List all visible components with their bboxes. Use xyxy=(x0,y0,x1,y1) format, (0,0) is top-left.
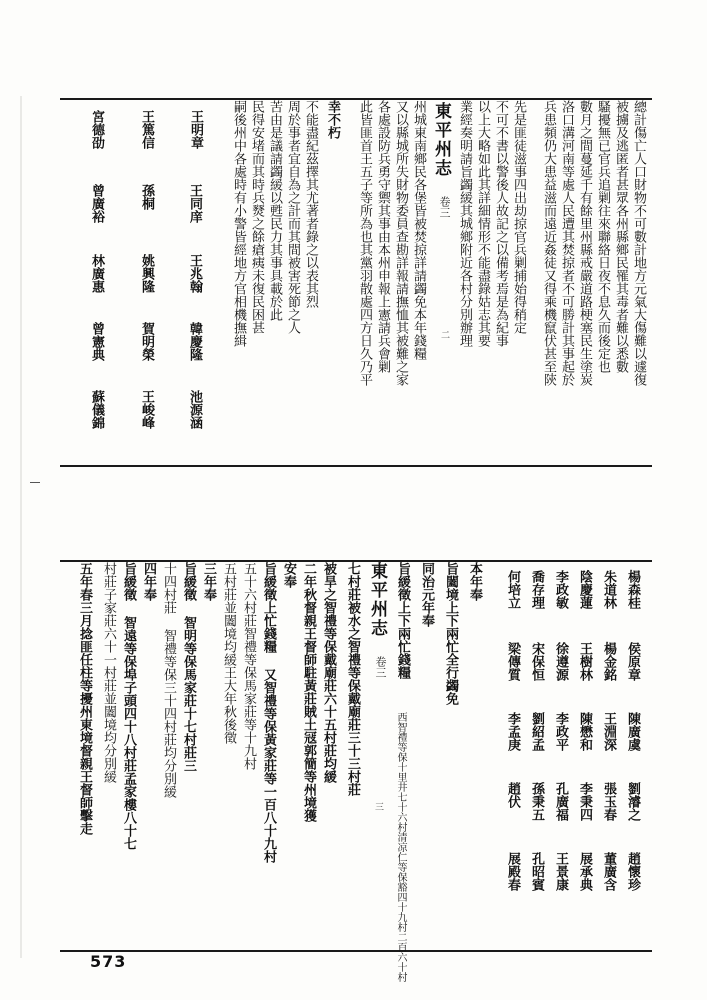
text-column: 安奉 xyxy=(281,562,296,588)
top-right-name-list xyxy=(538,100,650,465)
text-column: 旨緩徵 智明等保馬家莊十七村莊三 xyxy=(181,562,196,772)
text-column: 四年奉 xyxy=(141,562,156,601)
name-entry: 曾憲典 xyxy=(89,322,104,361)
name-entry: 王同庠 xyxy=(187,184,202,223)
text-column: 十四村莊 智禮等保三十四村莊均分別緩 xyxy=(161,562,176,798)
text-column: 七村莊被水之智禮等保戴廟莊三十三村莊 xyxy=(345,562,360,796)
text-column: 五十六村莊智禮等保馬家莊等十九村 xyxy=(241,562,256,770)
top-middle-prose xyxy=(356,100,536,465)
name-entry: 朱道林 xyxy=(601,570,616,609)
name-entry: 韓慶隆 xyxy=(187,322,202,361)
name-entry: 何培立 xyxy=(505,570,520,609)
name-entry: 宋保恒 xyxy=(529,642,544,681)
text-column: 苦由是議請蠲緩以甦民力其事具載於此 xyxy=(267,100,282,321)
text-column: 村莊子家莊六十一村莊並闔境均分別緩 xyxy=(101,562,116,783)
bottom-prose xyxy=(62,562,340,950)
text-column: 先是匪徒滋事四出劫掠官兵剿捕始得稍定 xyxy=(511,100,526,334)
top-text-block xyxy=(60,98,652,467)
text-column: 嗣後州中各處時有小警皆經地方官相機撫緝 xyxy=(231,100,246,347)
text-column: 民得安堵而其時兵燹之餘瘡痍未復民困甚 xyxy=(249,100,264,334)
text-column: 被擄及逃匿者甚眾各州縣鄉民罹其毒者難以悉數 xyxy=(613,100,628,373)
name-entry: 趙伏 xyxy=(505,782,520,808)
decree-line: 旨闔境上下兩忙全行蠲免 xyxy=(443,562,458,705)
name-entry: 賀明榮 xyxy=(139,322,154,361)
name-entry: 侯原章 xyxy=(625,642,640,681)
name-entry: 曾廣裕 xyxy=(89,184,104,223)
volume-title: 東平州志 xyxy=(431,102,451,178)
bottom-decree-headings xyxy=(342,562,488,982)
margin-mark xyxy=(30,470,40,483)
name-entry: 王淵深 xyxy=(601,712,616,751)
name-entry: 林廣惠 xyxy=(89,254,104,293)
name-entry: 孔昭賓 xyxy=(529,852,544,891)
name-entry: 蘇儀錦 xyxy=(89,390,104,429)
name-entry: 池源涵 xyxy=(187,390,202,429)
page-leaf-number: 二 xyxy=(439,330,449,339)
text-column: 不可不書以警後人故記之以備考焉是為紀事 xyxy=(493,100,508,347)
name-entry: 李孟庚 xyxy=(505,712,520,751)
text-column: 不能盡紀茲擇其尤著者錄之以表其烈 xyxy=(303,100,318,308)
name-entry: 李秉四 xyxy=(577,782,592,821)
name-entry: 孔廣福 xyxy=(553,782,568,821)
text-column: 二年秋督親王督師駐黃莊賊土冦郭簡等州境獲 xyxy=(301,562,316,822)
text-column: 幸不朽 xyxy=(325,100,340,139)
name-entry: 宮德劭 xyxy=(89,110,104,149)
name-entry: 王峻峰 xyxy=(139,390,154,429)
name-entry: 王景康 xyxy=(553,852,568,891)
text-column: 此皆匪首王五子等所為也其黨羽散處四方日久乃平 xyxy=(357,100,372,386)
name-entry: 梁傳質 xyxy=(505,642,520,681)
top-name-grid xyxy=(62,100,226,465)
text-column: 數月之間蔓延千有餘里州縣戒嚴道路梗塞民生塗炭 xyxy=(577,100,592,386)
name-entry: 姚興隆 xyxy=(139,254,154,293)
name-entry: 陳廣虞 xyxy=(625,712,640,751)
page-number: 573 xyxy=(90,952,127,971)
name-entry: 王樹林 xyxy=(577,642,592,681)
name-entry: 張玉春 xyxy=(601,782,616,821)
name-entry: 王篤信 xyxy=(139,110,154,149)
decree-note: 西智禮等保十里井七十六村清凉仁等保豁四十九村二百六十村 xyxy=(395,712,406,982)
name-entry: 劉紹孟 xyxy=(529,712,544,751)
text-column: 三年奉 xyxy=(201,562,216,601)
volume-number: 卷三 xyxy=(374,656,387,678)
name-entry: 李政敏 xyxy=(553,570,568,609)
name-entry: 楊森桂 xyxy=(625,570,640,609)
volume-number: 卷三 xyxy=(438,196,451,218)
text-column: 總計傷亡人口財物不可數計地方元氣大傷難以遽復 xyxy=(631,100,646,386)
text-column: 被旱之智禮等保戴廟莊六十五村莊均緩 xyxy=(321,562,336,783)
name-entry: 陳懋和 xyxy=(577,712,592,751)
name-entry: 李政平 xyxy=(553,712,568,751)
volume-title: 東平州志 xyxy=(367,562,387,638)
text-column: 各處設防兵勇守禦其事由本州申報上憲請兵會剿 xyxy=(375,100,390,373)
gutter-shadow xyxy=(20,96,22,958)
text-column: 兵患頻仍大患益滋而遠近姦徒又得乘機竄伏甚至陝 xyxy=(541,100,556,386)
text-column: 五村莊並闔境均緩王大年秋後徵 xyxy=(221,562,236,744)
text-column: 旨緩徵 智遠等保埠子頭四十八村莊孟家樓八十七 xyxy=(121,562,136,850)
name-entry: 喬存理 xyxy=(529,570,544,609)
name-entry: 王兆翰 xyxy=(187,254,202,293)
bottom-right-name-grid xyxy=(490,562,650,950)
decree-line: 旨緩徵上下兩忙錢糧 xyxy=(395,562,410,679)
name-entry: 董廣含 xyxy=(601,852,616,891)
text-column: 業經奏明請旨蠲緩其城鄉附近各村分別辦理 xyxy=(457,100,472,347)
name-entry: 陰慶蓮 xyxy=(577,570,592,609)
text-column: 五年春三月捻匪任柱等擾州東境督親王督師擊走 xyxy=(77,562,92,835)
page-leaf-number: 三 xyxy=(373,802,383,811)
text-column: 又以縣城所失財物委員查勘詳報請撫恤其被難之家 xyxy=(393,100,408,386)
name-entry: 趙懷珍 xyxy=(625,852,640,891)
name-entry: 劉濬之 xyxy=(625,782,640,821)
name-entry: 孫秉五 xyxy=(529,782,544,821)
top-left-prose xyxy=(230,100,354,465)
name-entry: 楊金銘 xyxy=(601,642,616,681)
text-column: 周於事者宜自為之計而其間被害死節之人 xyxy=(285,100,300,334)
reign-heading: 同治元年奉 xyxy=(419,562,434,627)
name-entry: 展殿春 xyxy=(505,852,520,891)
text-column: 旨緩徵上忙錢糧 又智禮等保黃家莊等一百八十九村 xyxy=(261,562,276,863)
text-column: 騷擾無已官兵追剿往來聯絡日夜不息久而後定也 xyxy=(595,100,610,373)
name-entry: 徐遵源 xyxy=(553,642,568,681)
name-entry: 展承典 xyxy=(577,852,592,891)
text-column: 洛口溝河南等處人民遭其焚掠者不可勝計其事起於 xyxy=(559,100,574,386)
year-heading: 本年奉 xyxy=(467,562,482,601)
text-column: 州城東南鄉民各堡皆被焚掠詳請蠲免本年錢糧 xyxy=(411,100,426,360)
text-column: 以上大略如此其詳細情形不能盡錄姑志其要 xyxy=(475,100,490,347)
name-entry: 王明章 xyxy=(188,110,203,149)
name-entry: 孫桐 xyxy=(139,184,154,210)
